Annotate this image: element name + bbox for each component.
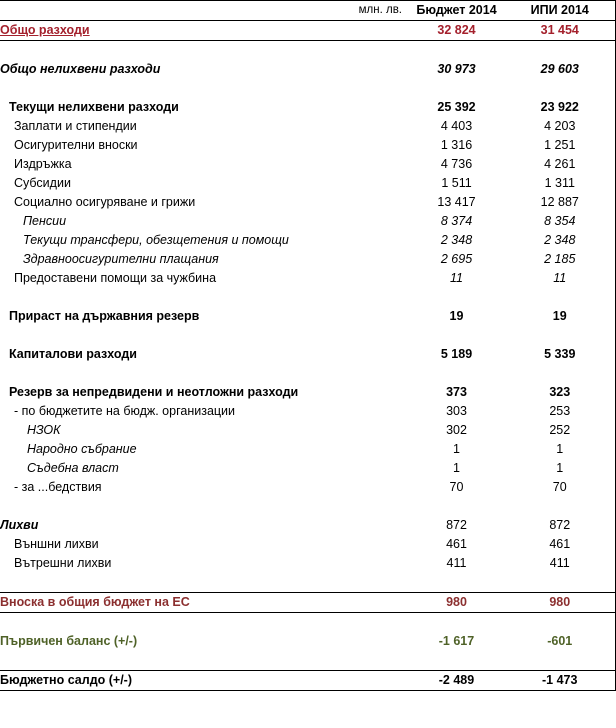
- table-row: [0, 193, 615, 212]
- budget-cell[interactable]: 70: [449, 480, 464, 494]
- table-row: [0, 554, 615, 573]
- row-label[interactable]: Здравноосигурителни плащания: [23, 252, 219, 266]
- row-label[interactable]: Издръжка: [14, 157, 72, 171]
- ipi-cell[interactable]: 461: [505, 535, 615, 554]
- budget-cell[interactable]: [408, 79, 505, 98]
- table-row: [0, 593, 615, 613]
- table-row: [0, 269, 615, 288]
- ipi-cell[interactable]: 872: [505, 516, 615, 535]
- row-label[interactable]: Социално осигуряване и грижи: [14, 195, 196, 209]
- budget-cell[interactable]: [408, 364, 505, 383]
- budget-cell[interactable]: 461: [446, 537, 467, 551]
- table-row: [0, 231, 615, 250]
- row-label[interactable]: Прираст на държавния резерв: [9, 309, 200, 323]
- ipi-cell[interactable]: 980: [505, 593, 615, 613]
- table-row: [0, 516, 615, 535]
- budget-cell[interactable]: 303: [446, 404, 467, 418]
- budget-cell[interactable]: [408, 651, 505, 671]
- table-row: [0, 651, 615, 671]
- table-row: [0, 117, 615, 136]
- row-label[interactable]: Вътрешни лихви: [14, 556, 112, 570]
- ipi-cell[interactable]: 1 251: [505, 136, 615, 155]
- ipi-cell[interactable]: [505, 79, 615, 98]
- table-row: [0, 671, 615, 691]
- table-row: [0, 212, 615, 231]
- budget-cell[interactable]: [408, 613, 505, 633]
- table-row: [0, 613, 615, 633]
- budget-cell[interactable]: 4 736: [440, 157, 473, 171]
- row-label[interactable]: Текущи нелихвени разходи: [9, 100, 179, 114]
- table-row: [0, 155, 615, 174]
- ipi-cell[interactable]: 1: [505, 440, 615, 459]
- ipi-cell[interactable]: 11: [505, 269, 615, 288]
- row-label[interactable]: [0, 79, 408, 98]
- ipi-cell[interactable]: 2 348: [505, 231, 615, 250]
- budget-cell[interactable]: 13 417: [437, 195, 476, 209]
- table-row: [0, 288, 615, 307]
- table-row: [0, 174, 615, 193]
- ipi-cell[interactable]: 4 203: [505, 117, 615, 136]
- budget-cell[interactable]: -2 489: [408, 671, 505, 691]
- row-label[interactable]: [0, 288, 408, 307]
- row-label[interactable]: [0, 651, 408, 671]
- ipi-header-cell[interactable]: ИПИ 2014: [505, 1, 615, 21]
- ipi-cell[interactable]: 323: [505, 383, 615, 402]
- row-label[interactable]: Субсидии: [14, 176, 71, 190]
- ipi-cell[interactable]: 70: [505, 478, 615, 497]
- ipi-cell[interactable]: [505, 613, 615, 633]
- table-row: [0, 478, 615, 497]
- budget-cell[interactable]: [408, 573, 505, 593]
- table-row: [0, 326, 615, 345]
- row-label[interactable]: [0, 41, 408, 61]
- budget-cell[interactable]: [408, 288, 505, 307]
- budget-cell[interactable]: 980: [408, 593, 505, 613]
- table-row: [0, 136, 615, 155]
- budget-cell[interactable]: 1: [453, 461, 460, 475]
- row-label[interactable]: Народно събрание: [27, 442, 137, 456]
- budget-cell[interactable]: 1 316: [440, 138, 473, 152]
- table-row: [0, 497, 615, 516]
- table-row: [0, 345, 615, 364]
- budget-cell[interactable]: 8 374: [440, 214, 473, 228]
- row-label[interactable]: - за ...бедствия: [14, 480, 102, 494]
- row-label[interactable]: Капиталови разходи: [9, 347, 137, 361]
- budget-cell[interactable]: [408, 41, 505, 61]
- header-row: [0, 1, 615, 21]
- row-label[interactable]: - по бюджетите на бюдж. организации: [14, 404, 236, 418]
- table-row: [0, 632, 615, 651]
- row-label[interactable]: Пенсии: [23, 214, 67, 228]
- ipi-cell[interactable]: 2 185: [505, 250, 615, 269]
- ipi-cell[interactable]: 31 454: [505, 21, 615, 41]
- table-row: [0, 98, 615, 117]
- ipi-cell[interactable]: [505, 573, 615, 593]
- ipi-cell[interactable]: [505, 41, 615, 61]
- budget-cell[interactable]: 373: [446, 385, 467, 399]
- row-label[interactable]: Резерв за непредвидени и неотложни разходи: [9, 385, 299, 399]
- row-label[interactable]: [0, 613, 408, 633]
- budget-cell[interactable]: -1 617: [438, 634, 475, 648]
- row-label[interactable]: Лихви: [0, 518, 39, 532]
- budget-cell[interactable]: 2 695: [440, 252, 473, 266]
- row-label[interactable]: [0, 326, 408, 345]
- ipi-cell[interactable]: [505, 497, 615, 516]
- row-label[interactable]: Текущи трансфери, обезщетения и помощи: [23, 233, 289, 247]
- ipi-cell[interactable]: 5 339: [505, 345, 615, 364]
- row-label[interactable]: Вноска в общия бюджет на ЕС: [0, 593, 408, 613]
- budget-cell[interactable]: 4 403: [440, 119, 473, 133]
- table-row: [0, 79, 615, 98]
- ipi-cell[interactable]: 1 311: [505, 174, 615, 193]
- ipi-cell[interactable]: 4 261: [505, 155, 615, 174]
- ipi-cell[interactable]: [505, 288, 615, 307]
- budget-cell[interactable]: 30 973: [437, 62, 476, 76]
- ipi-cell[interactable]: 1: [505, 459, 615, 478]
- row-label[interactable]: Предоставени помощи за чужбина: [14, 271, 217, 285]
- table-row: [0, 307, 615, 326]
- unit-header-cell[interactable]: млн. лв.: [0, 1, 408, 21]
- row-label[interactable]: [0, 497, 408, 516]
- table-row: [0, 41, 615, 61]
- table-row: [0, 421, 615, 440]
- budget-cell[interactable]: 19: [449, 309, 464, 323]
- table-row: [0, 535, 615, 554]
- table-row: [0, 21, 615, 41]
- ipi-cell[interactable]: 12 887: [505, 193, 615, 212]
- row-label[interactable]: Бюджетно салдо (+/-): [0, 671, 408, 691]
- budget-cell[interactable]: [408, 326, 505, 345]
- ipi-cell[interactable]: 253: [505, 402, 615, 421]
- ipi-cell[interactable]: 29 603: [505, 60, 615, 79]
- row-label[interactable]: Осигурителни вноски: [14, 138, 138, 152]
- row-label[interactable]: Общо разходи: [0, 21, 408, 41]
- row-label[interactable]: [0, 364, 408, 383]
- table-row: [0, 383, 615, 402]
- row-label[interactable]: Съдебна власт: [27, 461, 119, 475]
- ipi-cell[interactable]: -601: [505, 632, 615, 651]
- table-row: [0, 250, 615, 269]
- ipi-cell[interactable]: 23 922: [505, 98, 615, 117]
- table-row: [0, 573, 615, 593]
- ipi-cell[interactable]: -1 473: [505, 671, 615, 691]
- budget-cell[interactable]: 1: [453, 442, 460, 456]
- budget-cell[interactable]: 302: [446, 423, 467, 437]
- ipi-cell[interactable]: 8 354: [505, 212, 615, 231]
- ipi-cell[interactable]: 252: [505, 421, 615, 440]
- ipi-cell[interactable]: [505, 364, 615, 383]
- ipi-cell[interactable]: 411: [505, 554, 615, 573]
- budget-cell[interactable]: 2 348: [440, 233, 473, 247]
- budget-cell[interactable]: 5 189: [440, 347, 473, 361]
- budget-header-cell[interactable]: Бюджет 2014: [408, 1, 505, 21]
- table-row: [0, 402, 615, 421]
- table-row: [0, 364, 615, 383]
- row-label[interactable]: Първичен баланс (+/-): [0, 634, 138, 648]
- table-row: [0, 440, 615, 459]
- ipi-cell[interactable]: [505, 651, 615, 671]
- table-row: [0, 459, 615, 478]
- budget-cell[interactable]: [408, 497, 505, 516]
- row-label[interactable]: [0, 573, 408, 593]
- row-label[interactable]: Заплати и стипендии: [14, 119, 137, 133]
- budget-cell[interactable]: 25 392: [437, 100, 476, 114]
- row-label[interactable]: Общо нелихвени разходи: [0, 62, 161, 76]
- budget-cell[interactable]: 1 511: [441, 176, 472, 190]
- ipi-cell[interactable]: 19: [505, 307, 615, 326]
- ipi-cell[interactable]: [505, 326, 615, 345]
- budget-cell[interactable]: 11: [450, 271, 463, 285]
- budget-cell[interactable]: 411: [446, 556, 467, 570]
- budget-cell[interactable]: 872: [446, 518, 467, 532]
- row-label[interactable]: НЗОК: [27, 423, 61, 437]
- row-label[interactable]: Външни лихви: [14, 537, 99, 551]
- budget-cell[interactable]: 32 824: [408, 21, 505, 41]
- table-row: [0, 60, 615, 79]
